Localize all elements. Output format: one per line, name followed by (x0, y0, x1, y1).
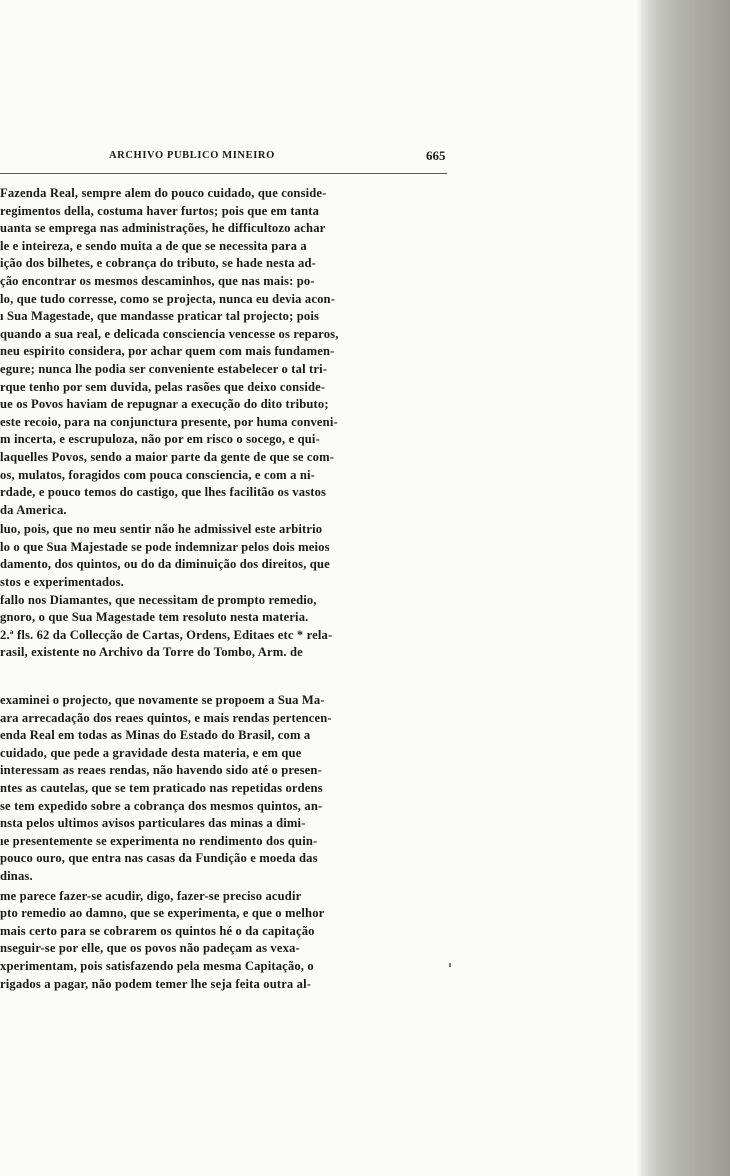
text-line: luo, pois, que no meu sentir não he admissivel este arbitrio (0, 522, 323, 537)
text-line: quando a sua real, e delicada consciencia vencesse os reparos, (0, 326, 339, 341)
text-line: ıe presentemente se experimenta no rendimento dos quin- (0, 833, 318, 848)
paragraph-5 (0, 692, 450, 886)
text-line: ntes as cautelas, que se tem praticado nas repetidas ordens (0, 781, 323, 795)
text-line: nsta pelos ultimos avisos particulares das minas a dimi- (0, 816, 306, 831)
text-line: enda Real em todas as Minas do Estado do Brasil, com a (0, 728, 311, 743)
text-line: rasil, existente no Archivo da Torre do Tombo, Arm. de (0, 645, 303, 660)
text-line: este recoio, para na conjunctura presente, por huma conveni- (0, 414, 338, 429)
text-line: se tem expedido sobre a cobrança dos mesmos quintos, an- (0, 798, 323, 813)
text-line: ı Sua Magestade, que mandasse praticar tal projecto; pois (0, 309, 320, 324)
book-binding-gutter (641, 0, 730, 1176)
text-line: dinas. (0, 868, 33, 883)
text-line: 2.ª fls. 62 da Collecção de Cartas, Ordens, Editaes etc * rela- (0, 627, 333, 642)
paragraph-2 (0, 521, 450, 591)
paragraph-4 (0, 627, 450, 662)
text-line: rdade, e pouco temos do castigo, que lhes facilitão os vastos (0, 485, 327, 500)
text-line: ue os Povos haviam de repugnar a execução do dito tributo; (0, 397, 329, 412)
text-line: uanta se emprega nas administrações, he difficultozo achar (0, 221, 326, 236)
body-text (0, 185, 450, 993)
text-line: damento, dos quintos, ou do da diminuição dos direitos, que (0, 557, 330, 572)
text-line: mais certo para se cobrarem os quintos hé o da capitação (0, 923, 315, 938)
text-line: egure; nunca lhe podia ser conveniente estabelecer o tal tri- (0, 361, 328, 376)
text-line: regimentos della, costuma haver furtos; pois que em tanta (0, 203, 320, 218)
paragraph-6 (0, 888, 450, 994)
text-line: examinei o projecto, que novamente se propoem a Sua Ma- (0, 693, 325, 708)
page-number: 665 (426, 148, 446, 163)
running-head: ARCHIVO PUBLICO MINEIRO (109, 150, 275, 161)
text-line: laquelles Povos, sendo a maior parte da gente de que se com- (0, 449, 335, 464)
text-line: fallo nos Diamantes, que necessitam de prompto remedio, (0, 592, 317, 607)
text-line: os, mulatos, foragidos com pouca consciencia, e com a ni- (0, 467, 315, 482)
text-line: rigados a pagar, não podem temer lhe seja feita outra al- (0, 976, 312, 991)
text-line: ara arrecadação dos reaes quintos, e mais rendas pertencen- (0, 710, 332, 725)
text-line: ição dos bilhetes, e cobrança do tributo, se hade nesta ad- (0, 256, 317, 271)
text-line: neu espirito considera, por achar quem com mais fundamen- (0, 344, 335, 359)
text-line: nseguir-se por elle, que os povos não padeçam as vexa- (0, 941, 300, 956)
text-line: pto remedio ao damno, que se experimenta, e que o melhor (0, 906, 325, 921)
text-line: me parece fazer-se acudir, digo, fazer-se preciso acudir (0, 888, 302, 903)
text-line: gnoro, o que Sua Magestade tem resoluto nesta materia. (0, 610, 309, 625)
text-line: interessam as reaes rendas, não havendo sido até o presen- (0, 763, 322, 778)
text-line: lo o que Sua Majestade se pode indemnizar pelos dois meios (0, 539, 330, 554)
header-rule (0, 173, 447, 174)
paragraph-1 (0, 185, 450, 519)
paragraph-3 (0, 592, 450, 627)
text-line: le e inteireza, e sendo muita a de que se necessita para a (0, 238, 307, 253)
text-line: m incerta, e escrupuloza, não por em risco o socego, e qui- (0, 432, 320, 447)
text-line: lo, que tudo corresse, como se projecta, nunca eu devia acon- (0, 291, 336, 306)
text-line: xperimentam, pois satisfazendo pela mesma Capitação, o (0, 958, 314, 973)
text-line: ção encontrar os mesmos descaminhos, que nas mais: po- (0, 273, 315, 288)
text-line: da America. (0, 502, 67, 517)
text-line: pouco ouro, que entra nas casas da Fundição e moeda das (0, 851, 318, 866)
text-line: cuidado, que pede a gravidade desta materia, e em que (0, 745, 302, 760)
page-header (0, 150, 460, 172)
text-line: stos e experimentados. (0, 575, 124, 590)
text-line: Fazenda Real, sempre alem do pouco cuidado, que conside- (0, 186, 327, 200)
margin-mark (449, 963, 451, 967)
text-line: rque tenho por sem duvida, pelas rasões que deixo conside- (0, 379, 326, 394)
